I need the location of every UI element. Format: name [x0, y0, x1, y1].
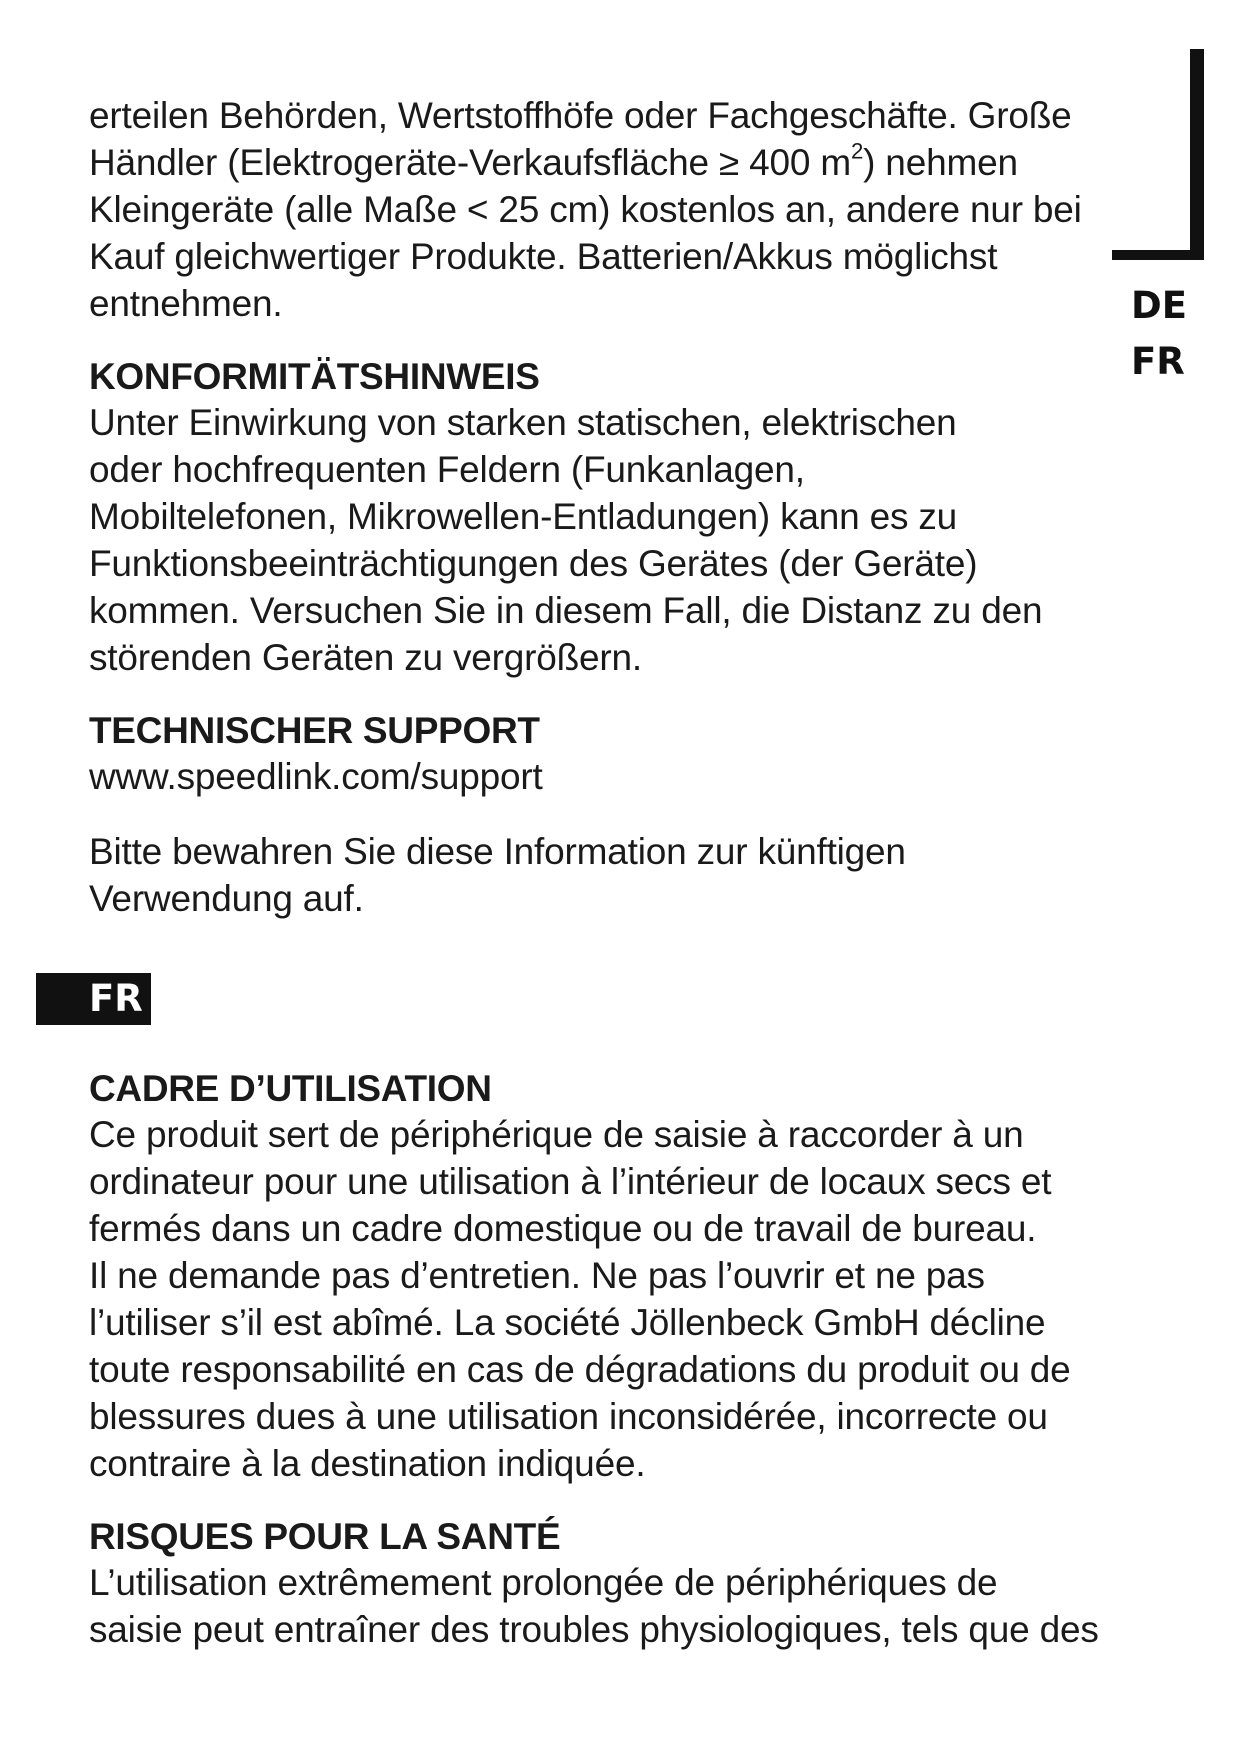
text-segment: Händler (Elektrogeräte-Verkaufsfläche ≥ 400 m	[89, 142, 851, 183]
paragraph-line: Ce produit sert de périphérique de saisie à raccorder à un	[89, 1114, 1024, 1155]
conformity-paragraph	[89, 399, 1109, 681]
paragraph-line: saisie peut entraîner des troubles physiologiques, tels que des	[89, 1609, 1099, 1650]
paragraph-line: blessures dues à une utilisation inconsidérée, incorrecte ou	[89, 1396, 1048, 1437]
paragraph-line: fermés dans un cadre domestique ou de travail de bureau.	[89, 1208, 1037, 1249]
paragraph-line: L’utilisation extrêmement prolongée de périphériques de	[89, 1562, 998, 1603]
section-heading-usage: CADRE D’UTILISATION	[89, 1068, 492, 1109]
paragraph-line: contraire à la destination indiquée.	[89, 1443, 646, 1484]
corner-mark-horizontal	[1112, 250, 1204, 260]
language-index	[1131, 278, 1187, 390]
paragraph-line: l’utiliser s’il est abîmé. La société Jöllenbeck GmbH décline	[89, 1302, 1046, 1343]
de-disposal-paragraph	[89, 92, 1109, 327]
paragraph-line: kommen. Versuchen Sie in diesem Fall, die Distanz zu den	[89, 590, 1043, 631]
corner-mark-vertical	[1190, 49, 1204, 260]
paragraph-line: Unter Einwirkung von starken statischen, elektrischen	[89, 402, 957, 443]
paragraph-line: entnehmen.	[89, 283, 283, 324]
section-tab-fr: FR	[36, 973, 151, 1025]
paragraph-line	[89, 139, 1109, 186]
section-heading-conformity: KONFORMITÄTSHINWEIS	[89, 356, 540, 397]
paragraph-line: Mobiltelefonen, Mikrowellen-Entladungen) kann es zu	[89, 496, 958, 537]
paragraph-line: Kleingeräte (alle Maße < 25 cm) kostenlos an, andere nur bei	[89, 189, 1082, 230]
paragraph-line: toute responsabilité en cas de dégradations du produit ou de	[89, 1349, 1071, 1390]
document-body	[89, 92, 1109, 1653]
section-heading-support: TECHNISCHER SUPPORT	[89, 710, 540, 751]
section-heading-health: RISQUES POUR LA SANTÉ	[89, 1516, 561, 1557]
language-index-fr: FR	[1131, 340, 1185, 383]
paragraph-line: störenden Geräten zu vergrößern.	[89, 637, 643, 678]
paragraph-line: erteilen Behörden, Wertstoffhöfe oder Fachgeschäfte. Große	[89, 95, 1072, 136]
text-segment: ) nehmen	[863, 142, 1018, 183]
superscript: 2	[850, 138, 864, 164]
paragraph-line: Kauf gleichwertiger Produkte. Batterien/Akkus möglichst	[89, 236, 998, 277]
support-url[interactable]: www.speedlink.com/support	[89, 756, 543, 797]
paragraph-line: Il ne demande pas d’entretien. Ne pas l’ouvrir et ne pas	[89, 1255, 985, 1296]
paragraph-line: Bitte bewahren Sie diese Information zur künftigen	[89, 831, 906, 872]
keep-info-paragraph	[89, 828, 1109, 922]
language-index-de: DE	[1131, 284, 1187, 327]
paragraph-line: oder hochfrequenten Feldern (Funkanlagen,	[89, 449, 805, 490]
health-paragraph	[89, 1559, 1109, 1653]
usage-paragraph	[89, 1111, 1109, 1487]
paragraph-line: Funktionsbeeinträchtigungen des Gerätes (der Geräte)	[89, 543, 978, 584]
paragraph-line: Verwendung auf.	[89, 878, 364, 919]
paragraph-line: ordinateur pour une utilisation à l’intérieur de locaux secs et	[89, 1161, 1052, 1202]
